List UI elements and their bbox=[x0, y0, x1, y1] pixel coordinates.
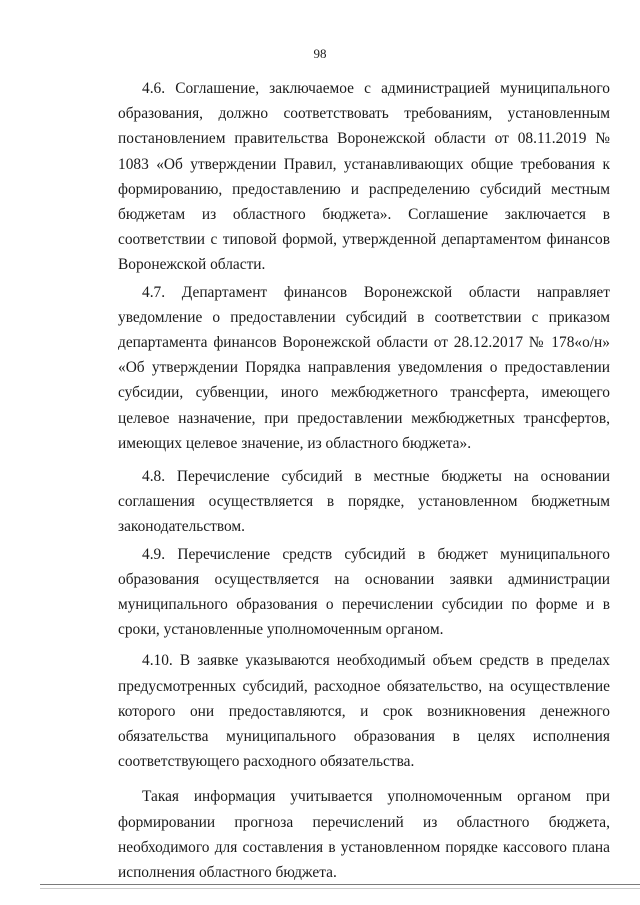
paragraph-4-6: 4.6. Соглашение, заключаемое с администрацией муниципального образования, должно соответствовать требованиям, установленным постановлением правительства Воронежской области от 08.11.2019 № 1083 «Об утверждении Правил, устанавливающих общие требования к формированию, предоставлению и распределению субсидий местным бюджетам из областного бюджета». Соглашение заключается в соответствии с типовой формой, утвержденной департаментом финансов Воронежской области. bbox=[118, 80, 610, 274]
paragraph-information: Такая информация учитывается уполномоченным органом при формировании прогноза перечислений из областного бюджета, необходимого для составления в установленном порядке кассового плана исполнения областного бюджета. bbox=[118, 788, 610, 882]
paragraph-4-9: 4.9. Перечисление средств субсидий в бюджет муниципального образования осуществляется на основании заявки администрации муниципального образования о перечислении субсидии по форме и в сроки, установленные уполномоченным органом. bbox=[118, 545, 610, 639]
scan-edge-line bbox=[40, 884, 640, 885]
paragraph-4-7: 4.7. Департамент финансов Воронежской области направляет уведомление о предоставлении субсидий в соответствии с приказом департамента финансов Воронежской области от 28.12.2017 № 178«о/н» «Об утверждении Порядка направления уведомления о предоставлении субсидии, субвенции, иного межбюджетного трансферта, имеющего целевое назначение, при предоставлении межбюджетных трансфертов, имеющих целевое значение, из областного бюджета». bbox=[118, 283, 610, 452]
document-body bbox=[118, 76, 610, 885]
scan-edge-line-shadow bbox=[40, 888, 640, 889]
paragraph-4-10: 4.10. В заявке указываются необходимый объем средств в пределах предусмотренных субсидий, расходное обязательство, на осуществление которого они предоставляются, и срок возникновения денежного обязательства муниципального образования в целях исполнения соответствующего расходного обязательства. bbox=[118, 652, 610, 771]
page-number: 98 bbox=[313, 46, 327, 61]
paragraph-4-8: 4.8. Перечисление субсидий в местные бюджеты на основании соглашения осуществляется в порядке, установленном бюджетным законодательством. bbox=[118, 468, 610, 536]
